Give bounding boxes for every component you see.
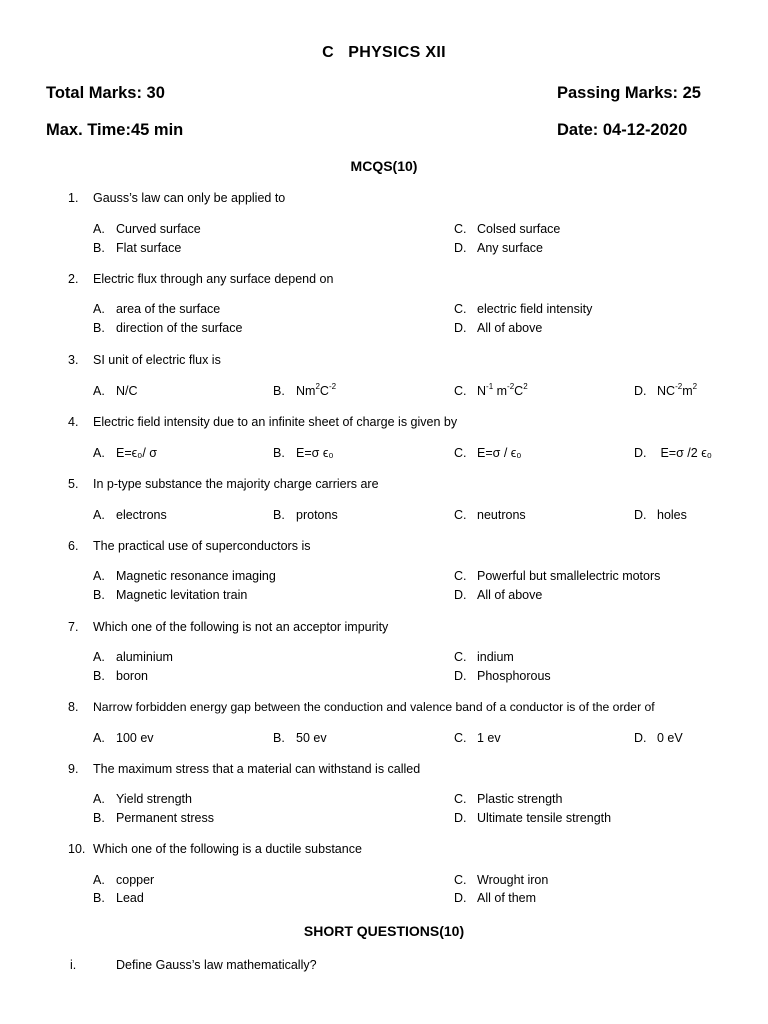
question-text: Electric field intensity due to an infinite sheet of charge is given by [93,415,458,429]
option-a: A. copper [93,873,155,887]
option-c: C. indium [454,650,514,664]
option-a: A. electrons [93,508,167,522]
exam-date: Date: 04-12-2020 [557,121,688,139]
question-number: 7. [68,620,79,634]
option-d: D. All of them [454,891,537,905]
option-a: A. area of the surface [93,302,221,316]
option-d: D. 0 eV [634,731,683,745]
option-c: C. neutrons [454,508,526,522]
question-text: SI unit of electric flux is [93,353,221,367]
option-a: A. 100 ev [93,731,154,745]
passing-marks: Passing Marks: 25 [557,84,701,102]
question-7 [68,620,388,634]
option-c: C. E=σ / ϵ₀ [454,446,522,460]
option-b: B. Lead [93,891,144,905]
question-3 [68,353,221,367]
max-time: Max. Time:45 min [46,121,184,139]
option-b: B. Flat surface [93,241,182,255]
question-number: 6. [68,539,79,553]
total-marks: Total Marks: 30 [46,84,165,102]
option-c: C. electric field intensity [454,302,593,316]
option-a: A. Yield strength [93,792,192,806]
option-c: C. Wrought iron [454,873,549,887]
question-text: Gauss’s law can only be applied to [93,191,286,205]
question-5 [68,477,379,491]
option-d: D. E=σ /2 ϵ₀ [634,446,712,460]
option-d: D. All of above [454,321,543,335]
question-1 [68,191,285,205]
option-c: C. Colsed surface [454,222,561,236]
option-c: C. Plastic strength [454,792,563,806]
question-number: 1. [68,191,79,205]
option-b: B. 50 ev [273,731,327,745]
question-10 [68,842,362,856]
question-number: i. [70,958,77,972]
question-8 [68,700,655,714]
option-d: D. Phosphorous [454,669,551,683]
question-number: 8. [68,700,79,714]
question-text: The maximum stress that a material can withstand is called [93,762,421,776]
option-c: C. 1 ev [454,731,501,745]
question-2 [68,272,333,286]
option-b: B. Magnetic levitation train [93,588,248,602]
option-a: A. Curved surface [93,222,201,236]
option-b: B. $Nm^2C^{-2}$ [273,381,337,398]
question-text: Which one of the following is a ductile substance [93,842,362,856]
question-9 [68,762,420,776]
question-text: Define Gauss’s law mathematically? [116,958,317,972]
short-questions-heading: SHORT QUESTIONS(10) [303,923,465,939]
page-title: C PHYSICS XII [322,44,446,61]
option-a: A. aluminium [93,650,173,664]
option-a: A. E=ϵ₀/ σ [93,446,158,460]
option-c: C. $N^{-1}$ $m^{-2}C^2$ [454,381,528,398]
option-a: A. Magnetic resonance imaging [93,569,276,583]
option-b: B. boron [93,669,148,683]
question-number: 3. [68,353,79,367]
question-number: 10. [68,842,86,856]
option-d: D. Ultimate tensile strength [454,811,612,825]
option-b: B. protons [273,508,338,522]
question-text: Electric flux through any surface depend on [93,272,334,286]
option-b: B. direction of the surface [93,321,243,335]
option-d: D. All of above [454,588,543,602]
option-d: D. $NC^{-2}m^2$ [634,381,698,398]
option-d: D. Any surface [454,241,544,255]
question-6 [68,539,310,553]
question-text: In p-type substance the majority charge carriers are [93,477,379,491]
option-b: B. Permanent stress [93,811,214,825]
question-text: Which one of the following is not an acceptor impurity [93,620,389,634]
question-number: 9. [68,762,79,776]
question-number: 5. [68,477,79,491]
option-d: D. holes [634,508,687,522]
question-text: The practical use of superconductors is [93,539,311,553]
question-number: 2. [68,272,79,286]
question-4 [68,415,457,429]
short-question-1 [70,958,317,972]
question-number: 4. [68,415,79,429]
option-c: C. Powerful but smallelectric motors [454,569,661,583]
mcqs-heading: MCQS(10) [350,158,418,174]
option-b: B. E=σ ϵ₀ [273,446,334,460]
option-a: A. N/C [93,384,138,398]
question-text: Narrow forbidden energy gap between the conduction and valence band of a conductor is of the order of [93,700,655,714]
